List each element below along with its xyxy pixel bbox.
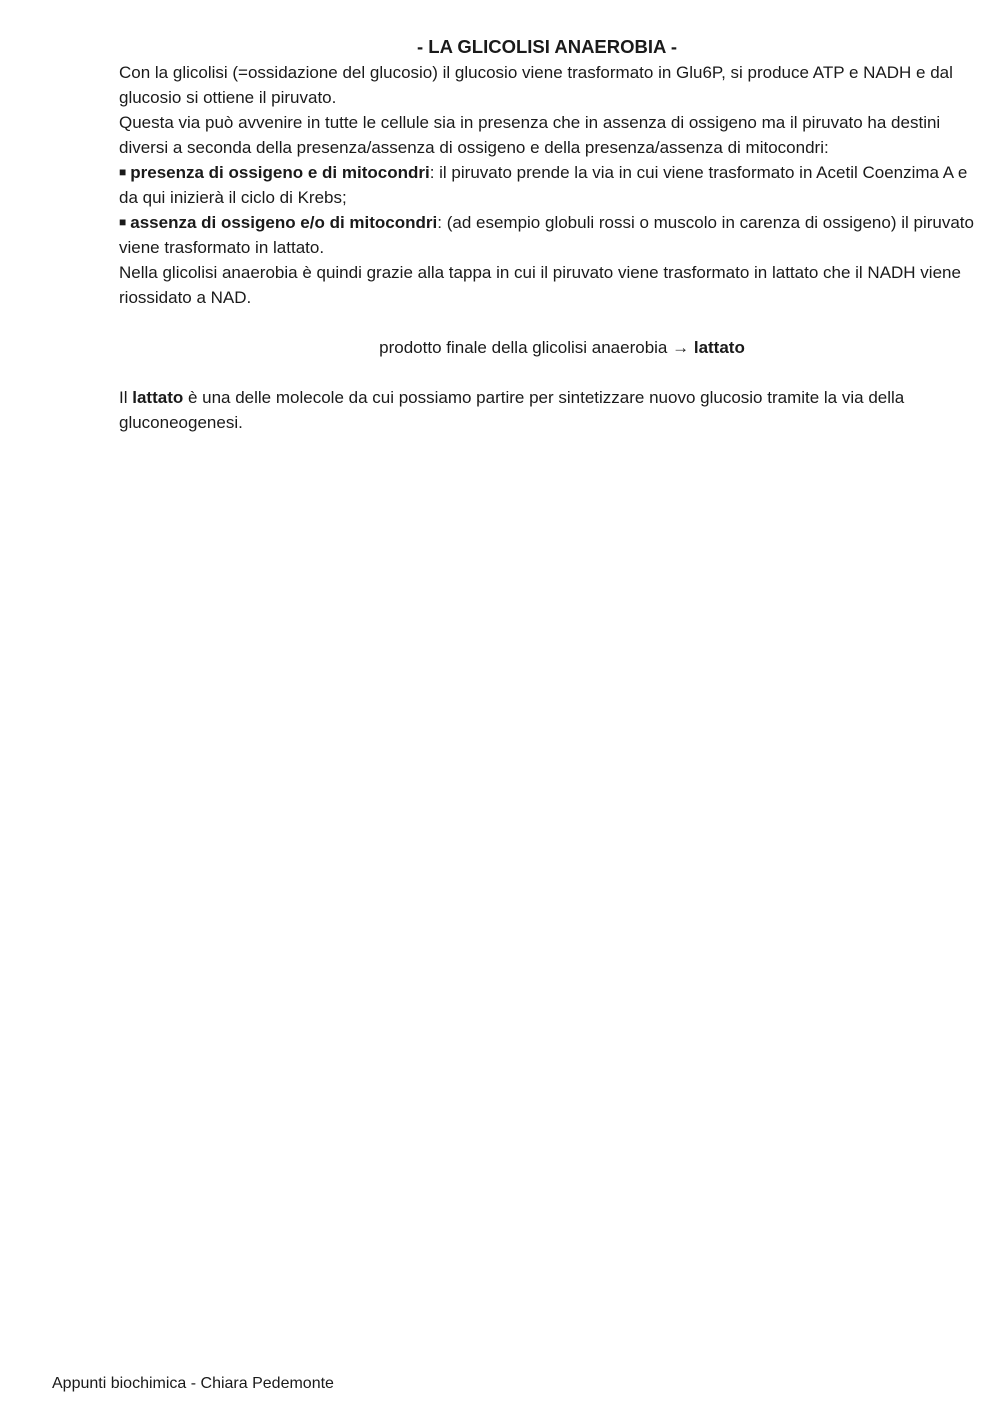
closing-prefix: Il bbox=[119, 388, 133, 407]
paragraph-nadh-reoxidation: Nella glicolisi anaerobia è quindi grazie alla tappa in cui il piruvato viene trasformato in lattato che il NADH viene riossidato a NAD. bbox=[119, 263, 961, 307]
bullet-aerobic-text: : il piruvato prende la via in cui viene trasformato in Acetil Coenzima A e da qui inizierà il ciclo di Krebs; bbox=[119, 163, 968, 207]
final-product-line bbox=[119, 335, 979, 360]
closing-text: è una delle molecole da cui possiamo partire per sintetizzare nuovo glucosio tramite la via della gluconeogenesi. bbox=[119, 388, 905, 432]
bullet-anaerobic-text: : (ad esempio globuli rossi o muscolo in carenza di ossigeno) il piruvato viene trasformato in lattato. bbox=[119, 213, 974, 257]
paragraph-pathway-destinies: Questa via può avvenire in tutte le cellule sia in presenza che in assenza di ossigeno ma il piruvato ha destini diversi a seconda della presenza/assenza di ossigeno e della presenza/assenza di mitocondri: bbox=[119, 113, 941, 157]
page-title: - LA GLICOLISI ANAEROBIA - bbox=[416, 36, 677, 57]
page-footer: Appunti biochimica - Chiara Pedemonte bbox=[52, 1375, 334, 1392]
bullet-aerobic-heading: presenza di ossigeno e di mitocondri bbox=[130, 163, 430, 182]
spacer bbox=[119, 360, 979, 385]
document-body bbox=[119, 60, 979, 435]
final-product-prefix: prodotto finale della glicolisi anaerobia → bbox=[379, 338, 694, 357]
final-product-value: lattato bbox=[693, 338, 745, 357]
closing-bold-term: lattato bbox=[132, 388, 184, 407]
bullet-anaerobic-heading: assenza di ossigeno e/o di mitocondri bbox=[130, 213, 438, 232]
intro-paragraph: Con la glicolisi (=ossidazione del glucosio) il glucosio viene trasformato in Glu6P, si produce ATP e NADH e dal glucosio si ottiene il piruvato. bbox=[119, 63, 953, 107]
bullet-item-aerobic bbox=[119, 160, 979, 210]
bullet-item-anaerobic bbox=[119, 210, 979, 260]
bullet-square-icon: ■ bbox=[119, 215, 127, 229]
spacer bbox=[119, 310, 979, 335]
bullet-square-icon: ■ bbox=[119, 165, 127, 179]
closing-paragraph bbox=[119, 385, 979, 435]
